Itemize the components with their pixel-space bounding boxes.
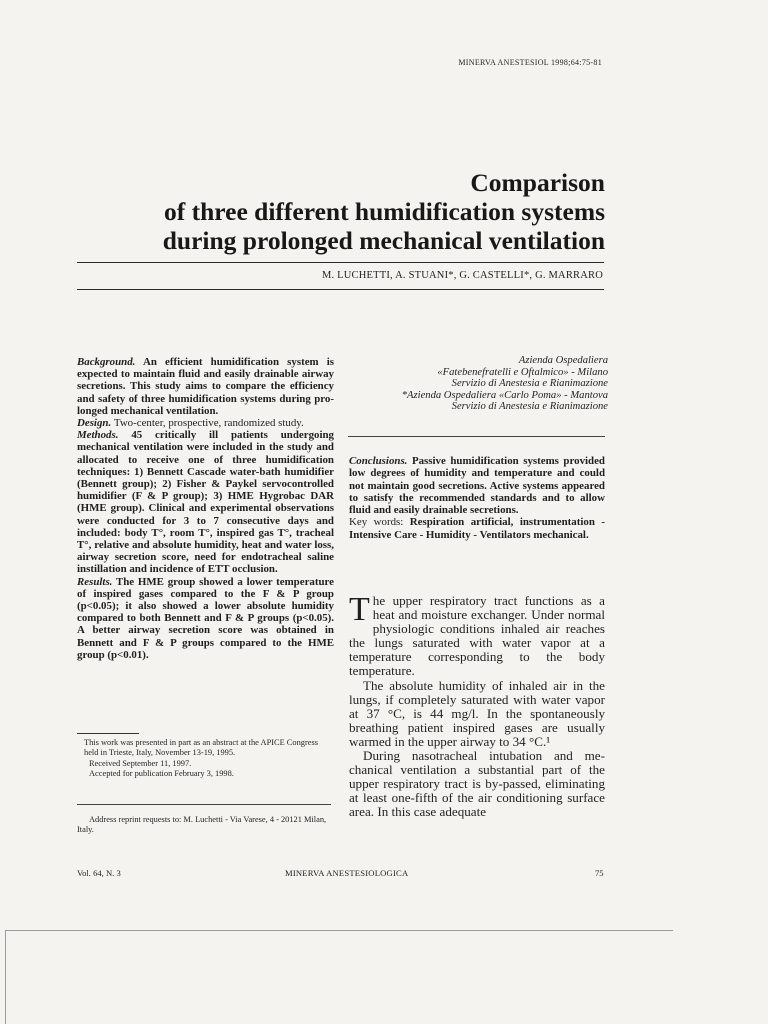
design-label: Design. (77, 417, 112, 430)
abstract-methods (77, 429, 334, 575)
address-text: Address reprint requests to: M. Luchetti - Via Varese, 4 - 20121 Milan, Italy. (77, 815, 327, 835)
body-paragraph-2: The absolute humidity of inhaled air in the lungs, if completely saturated with water vapor at 37 °C, is 44 mg/l. In the spontaneously breathing patient inspired gases are usually warmed in the upper airway to 34 °C.¹ (349, 677, 605, 749)
abstract-background (77, 356, 334, 417)
abstract-results (77, 576, 334, 661)
body-paragraph-1 (349, 591, 605, 679)
title-rule-top (77, 262, 604, 263)
abstract-design (77, 417, 334, 429)
affiliation-line: Servizio di Anestesia e Rianimazione (451, 378, 608, 390)
body-text (349, 591, 605, 820)
footnote-rule (77, 733, 139, 734)
affiliation-line: Servizio di Anestesia e Rianimazione (451, 401, 608, 413)
abstract-keywords (349, 516, 605, 541)
results-label: Results. (77, 575, 113, 588)
footer-volume: Vol. 64, N. 3 (77, 868, 121, 878)
footnotes (84, 738, 334, 780)
background-label: Background. (77, 356, 136, 368)
drop-cap: T (349, 591, 370, 628)
body-paragraph-3: During nasotracheal intubation and mechanical ventilation a substantial part of the upper respiratory tract is by-passed, eliminating at least one-fifth of the air conditioning surface area. In this case adequate (349, 748, 605, 820)
background-text: An efficient humidification system is expected to maintain fluid and easily drainable airway secretions. This study aims to compare the efficiency and safety of three humidification systems during prolonged mechanical ventilation. (77, 356, 335, 417)
author-list: M. LUCHETTI, A. STUANI*, G. CASTELLI*, G. MARRARO (321, 270, 603, 281)
affiliation-rule (348, 436, 605, 437)
scan-edge-vertical (5, 930, 6, 1024)
address-rule (77, 804, 331, 805)
footnote-accepted: Accepted for publication February 3, 1998. (89, 769, 234, 779)
affiliation-line: *Azienda Ospedaliera «Carlo Poma» - Mantova (401, 389, 608, 401)
reprint-address (77, 815, 334, 836)
affiliations (348, 355, 608, 413)
footnote-presented: This work was presented in part as an abstract at the APICE Congress held in Trieste, Italy, November 13-19, 1995. (84, 738, 318, 758)
conclusions-text: Passive humidification systems provided low degrees of humidity and temperature and could not maintain good secretions. Active systems appeared to satisfy the recommended standards and to allow fluid and easily drainable secretions. (349, 455, 605, 517)
page-number: 75 (595, 868, 604, 878)
title-rule-bottom (77, 289, 604, 290)
title-line-1: Comparison (470, 168, 605, 197)
title-line-2: of three different humidification systems (163, 197, 605, 226)
journal-reference: MINERVA ANESTESIOL 1998;64:75-81 (458, 58, 602, 67)
footnote-received: Received September 11, 1997. (89, 758, 192, 768)
affiliation-line: Azienda Ospedaliera (518, 355, 608, 366)
keywords-text: Respiration artificial, instrumentation - Intensive Care - Humidity - Ventilators mechanical. (349, 516, 605, 541)
abstract-left-column (77, 356, 334, 661)
results-text: The HME group showed a lower temperature of inspired gases compared to the F & P group (p<0.05); it also showed a lower absolute humidity compared to both Bennett and F & P groups (p<0.05). A better airway secretion score was obtained in Bennett and F & P groups compared to the HME group (p<0.01). (77, 575, 335, 661)
body-paragraph-1-text: he upper respiratory tract functions as a heat and moisture exchanger. Under normal physiologic conditions inhaled air reaches the lungs saturated with water vapor at a temperature corresponding to the body temperature. (349, 593, 605, 679)
abstract-conclusions (349, 455, 605, 516)
design-text: Two-center, prospective, randomized study. (113, 417, 304, 430)
keywords-label: Key words: (349, 516, 404, 529)
methods-text: 45 critically ill patients undergoing mechanical ventilation were included in the study and allocated to receive one of three humidification techniques: 1) Bennett Cascade water-bath humidifier (Bennett group); 2) Fisher & Paykel servocontrolled humidifier (F & P group); 3) HME Hygrobac DAR (HME group). Clinical and experimental observations were conducted for 3 to 7 consecutive days and included: body T°, room T°, inspired gas T°, tracheal T°, relative and absolute humidity, heat and water loss, airway secretion score, need for endotracheal saline instillation and incidence of ETT occlusion. (77, 429, 334, 576)
footer-journal: MINERVA ANESTESIOLOGICA (285, 868, 409, 878)
title-line-3: during prolonged mechanical ventilation (162, 226, 605, 255)
scan-edge-horizontal (5, 930, 673, 931)
affiliation-line: «Fatebenefratelli e Oftalmico» - Milano (437, 366, 608, 378)
article-title (85, 168, 605, 255)
conclusions-label: Conclusions. (349, 455, 408, 467)
methods-label: Methods. (77, 429, 119, 442)
abstract-right-column (349, 455, 605, 541)
